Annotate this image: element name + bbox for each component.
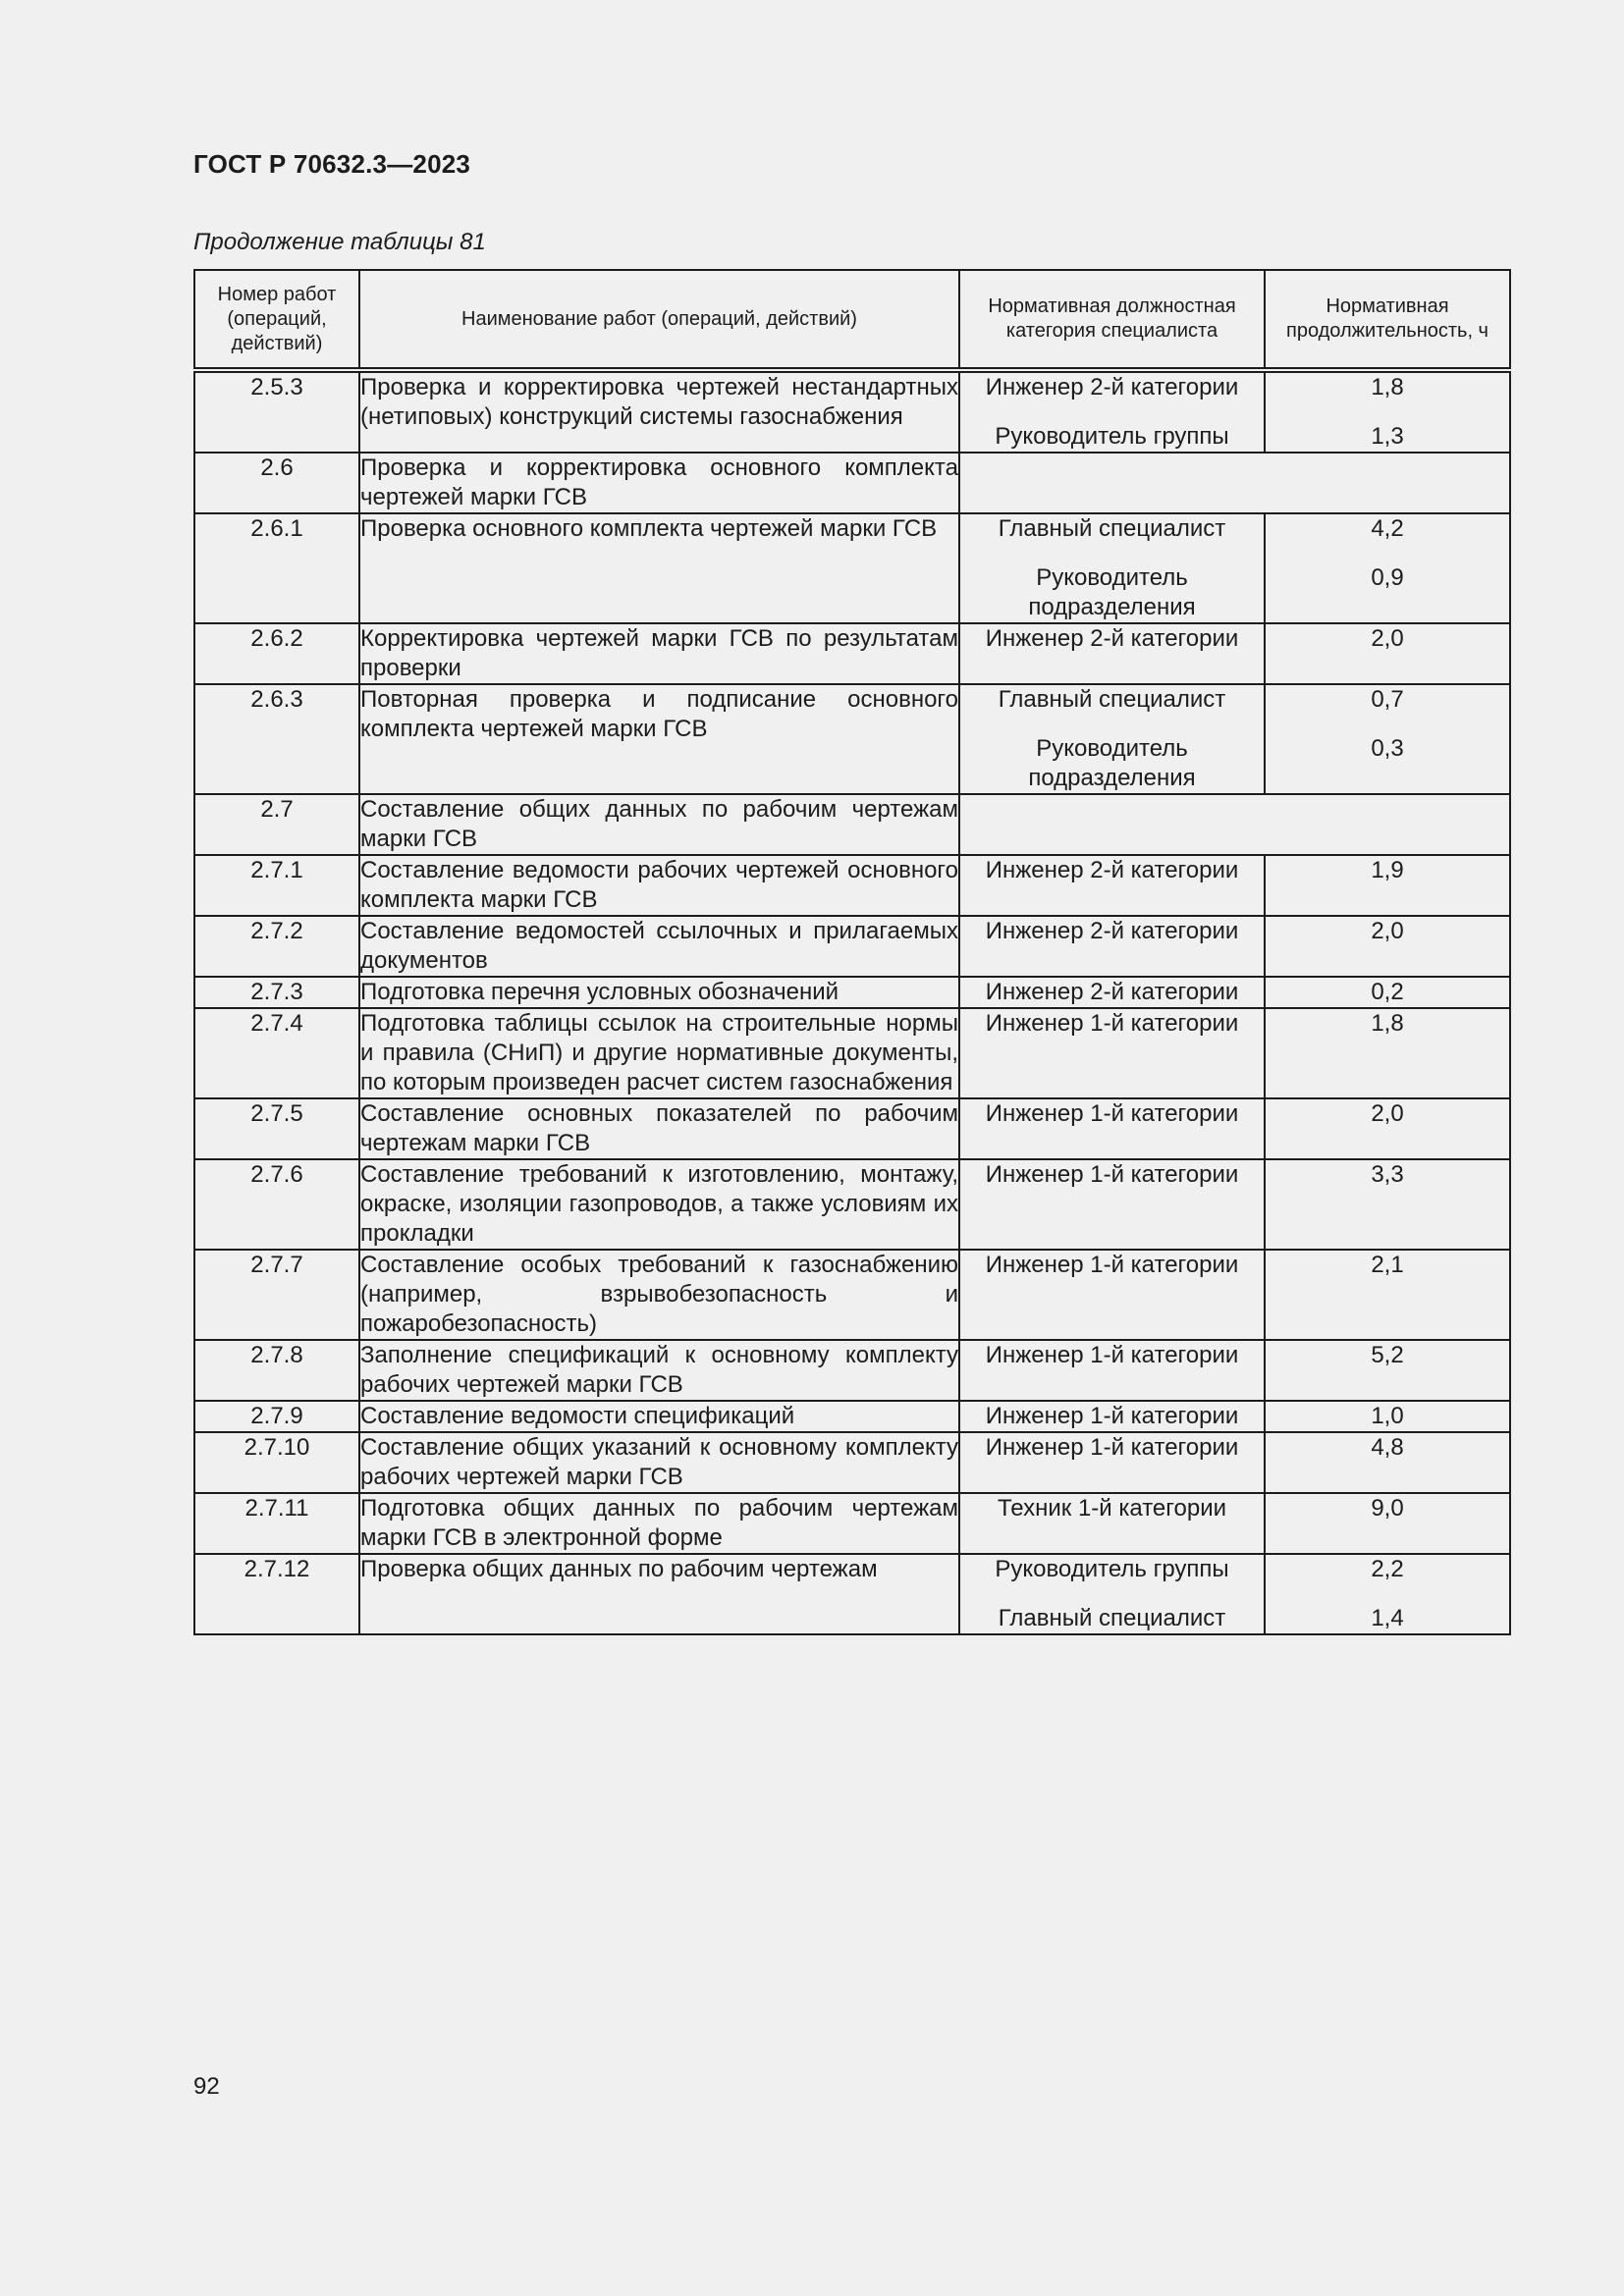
row-number: 2.7.2 (194, 916, 359, 977)
table-row (194, 1401, 1510, 1432)
row-number: 2.7.4 (194, 1008, 359, 1098)
category-entry: Инженер 2-й категории (985, 625, 1239, 652)
row-name: Заполнение спецификаций к основному комплекту рабочих чертежей марки ГСВ (359, 1340, 959, 1401)
row-duration (1265, 1432, 1510, 1493)
row-category (959, 977, 1265, 1008)
row-number: 2.7.12 (194, 1554, 359, 1634)
section-blank-cell (959, 794, 1510, 855)
row-category (959, 370, 1265, 453)
category-entry: Инженер 1-й категории (985, 1342, 1239, 1368)
duration-entry: 1,8 (1371, 374, 1404, 400)
table-row (194, 1008, 1510, 1098)
row-duration (1265, 1401, 1510, 1432)
row-category (959, 684, 1265, 794)
table-body (194, 370, 1510, 1634)
duration-entry: 0,9 (1371, 564, 1404, 591)
duration-entry: 1,8 (1371, 1010, 1404, 1037)
row-duration (1265, 1493, 1510, 1554)
row-duration (1265, 1554, 1510, 1634)
table-row (194, 1493, 1510, 1554)
row-name: Составление общих указаний к основному комплекту рабочих чертежей марки ГСВ (359, 1432, 959, 1493)
row-duration (1265, 623, 1510, 684)
header-number: Номер работ (операций, действий) (194, 270, 359, 370)
norms-table (193, 269, 1511, 1635)
row-number: 2.7.7 (194, 1250, 359, 1340)
page-number: 92 (193, 2073, 220, 2100)
category-entry: Главный специалист (998, 515, 1226, 542)
header-duration: Нормативная продолжительность, ч (1265, 270, 1510, 370)
row-duration (1265, 370, 1510, 453)
table-row (194, 1432, 1510, 1493)
table-row (194, 1340, 1510, 1401)
row-number: 2.7.10 (194, 1432, 359, 1493)
row-number: 2.7 (194, 794, 359, 855)
category-entry: Инженер 1-й категории (985, 1434, 1239, 1461)
table-row (194, 1554, 1510, 1634)
row-name: Составление ведомости рабочих чертежей основного комплекта марки ГСВ (359, 855, 959, 916)
duration-entry: 4,2 (1371, 515, 1404, 542)
row-name: Проверка основного комплекта чертежей марки ГСВ (359, 513, 959, 623)
table-row (194, 794, 1510, 855)
category-entry: Главный специалист (998, 1605, 1226, 1631)
table-row (194, 1098, 1510, 1159)
row-category (959, 1554, 1265, 1634)
row-number: 2.7.1 (194, 855, 359, 916)
table-row (194, 453, 1510, 513)
duration-entry: 1,0 (1371, 1403, 1404, 1429)
row-number: 2.6.2 (194, 623, 359, 684)
duration-entry: 2,0 (1371, 625, 1404, 652)
row-name: Составление основных показателей по рабочим чертежам марки ГСВ (359, 1098, 959, 1159)
table-row (194, 684, 1510, 794)
row-number: 2.7.8 (194, 1340, 359, 1401)
category-entry: Инженер 2-й категории (985, 918, 1239, 944)
document-code: ГОСТ Р 70632.3—2023 (193, 149, 471, 179)
row-name: Подготовка перечня условных обозначений (359, 977, 959, 1008)
table-row (194, 370, 1510, 453)
row-category (959, 1432, 1265, 1493)
row-name: Составление общих данных по рабочим чертежам марки ГСВ (359, 794, 959, 855)
row-number: 2.5.3 (194, 370, 359, 453)
row-category (959, 1098, 1265, 1159)
row-name: Корректировка чертежей марки ГСВ по результатам проверки (359, 623, 959, 684)
row-category (959, 513, 1265, 623)
row-number: 2.7.11 (194, 1493, 359, 1554)
row-name: Проверка общих данных по рабочим чертежам (359, 1554, 959, 1634)
duration-entry: 9,0 (1371, 1495, 1404, 1522)
header-category: Нормативная должностная категория специалиста (959, 270, 1265, 370)
row-name: Подготовка таблицы ссылок на строительные нормы и правила (СНиП) и другие нормативные документы, по которым произведен расчет систем газоснабжения (359, 1008, 959, 1098)
duration-entry: 2,1 (1371, 1252, 1404, 1278)
category-entry: Инженер 1-й категории (985, 1010, 1239, 1037)
row-number: 2.7.6 (194, 1159, 359, 1250)
row-duration (1265, 1250, 1510, 1340)
row-number: 2.6 (194, 453, 359, 513)
row-duration (1265, 1159, 1510, 1250)
row-number: 2.7.3 (194, 977, 359, 1008)
duration-entry: 0,7 (1371, 686, 1404, 713)
row-category (959, 1008, 1265, 1098)
table-row (194, 916, 1510, 977)
row-number: 2.7.9 (194, 1401, 359, 1432)
row-category (959, 1159, 1265, 1250)
row-name: Составление ведомостей ссылочных и прилагаемых документов (359, 916, 959, 977)
row-category (959, 1493, 1265, 1554)
duration-entry: 1,4 (1371, 1605, 1404, 1631)
row-duration (1265, 1008, 1510, 1098)
category-entry: Руководитель группы (995, 1556, 1229, 1582)
table-row (194, 623, 1510, 684)
table-row (194, 977, 1510, 1008)
row-name: Повторная проверка и подписание основного комплекта чертежей марки ГСВ (359, 684, 959, 794)
category-entry: Инженер 1-й категории (985, 1161, 1239, 1188)
row-category (959, 1401, 1265, 1432)
row-number: 2.7.5 (194, 1098, 359, 1159)
duration-entry: 5,2 (1371, 1342, 1404, 1368)
duration-entry: 2,2 (1371, 1556, 1404, 1582)
row-name: Подготовка общих данных по рабочим чертежам марки ГСВ в электронной форме (359, 1493, 959, 1554)
row-category (959, 855, 1265, 916)
row-duration (1265, 916, 1510, 977)
row-name: Составление ведомости спецификаций (359, 1401, 959, 1432)
row-duration (1265, 977, 1510, 1008)
duration-entry: 1,3 (1371, 423, 1404, 450)
row-duration (1265, 855, 1510, 916)
row-name: Проверка и корректировка основного комплекта чертежей марки ГСВ (359, 453, 959, 513)
table-caption: Продолжение таблицы 81 (193, 229, 486, 255)
row-duration (1265, 1098, 1510, 1159)
category-entry: Инженер 2-й категории (985, 857, 1239, 883)
duration-entry: 3,3 (1371, 1161, 1404, 1188)
table-row (194, 1159, 1510, 1250)
row-number: 2.6.1 (194, 513, 359, 623)
table-row (194, 855, 1510, 916)
row-duration (1265, 513, 1510, 623)
category-entry: Главный специалист (998, 686, 1226, 713)
row-category (959, 1250, 1265, 1340)
duration-entry: 1,9 (1371, 857, 1404, 883)
category-entry: Инженер 1-й категории (985, 1100, 1239, 1127)
category-entry: Руководитель группы (995, 423, 1229, 450)
duration-entry: 0,3 (1371, 735, 1404, 762)
duration-entry: 4,8 (1371, 1434, 1404, 1461)
table-row (194, 1250, 1510, 1340)
header-name: Наименование работ (операций, действий) (359, 270, 959, 370)
row-category (959, 916, 1265, 977)
category-entry: Инженер 2-й категории (985, 979, 1239, 1005)
table-row (194, 513, 1510, 623)
category-entry: Руководитель подразделения (1028, 735, 1196, 791)
category-entry: Техник 1-й категории (997, 1495, 1227, 1522)
row-name: Составление требований к изготовлению, монтажу, окраске, изоляции газопроводов, а также условиям их прокладки (359, 1159, 959, 1250)
category-entry: Инженер 1-й категории (985, 1403, 1239, 1429)
section-blank-cell (959, 453, 1510, 513)
duration-entry: 2,0 (1371, 1100, 1404, 1127)
row-category (959, 623, 1265, 684)
row-number: 2.6.3 (194, 684, 359, 794)
table-header-row (194, 270, 1510, 370)
row-name: Проверка и корректировка чертежей нестандартных (нетиповых) конструкций системы газоснабжения (359, 370, 959, 453)
row-duration (1265, 1340, 1510, 1401)
row-category (959, 1340, 1265, 1401)
category-entry: Руководитель подразделения (1028, 564, 1196, 620)
row-name: Составление особых требований к газоснабжению (например, взрывобезопасность и пожаробезопасность) (359, 1250, 959, 1340)
category-entry: Инженер 2-й категории (985, 374, 1239, 400)
category-entry: Инженер 1-й категории (985, 1252, 1239, 1278)
row-duration (1265, 684, 1510, 794)
duration-entry: 0,2 (1371, 979, 1404, 1005)
duration-entry: 2,0 (1371, 918, 1404, 944)
